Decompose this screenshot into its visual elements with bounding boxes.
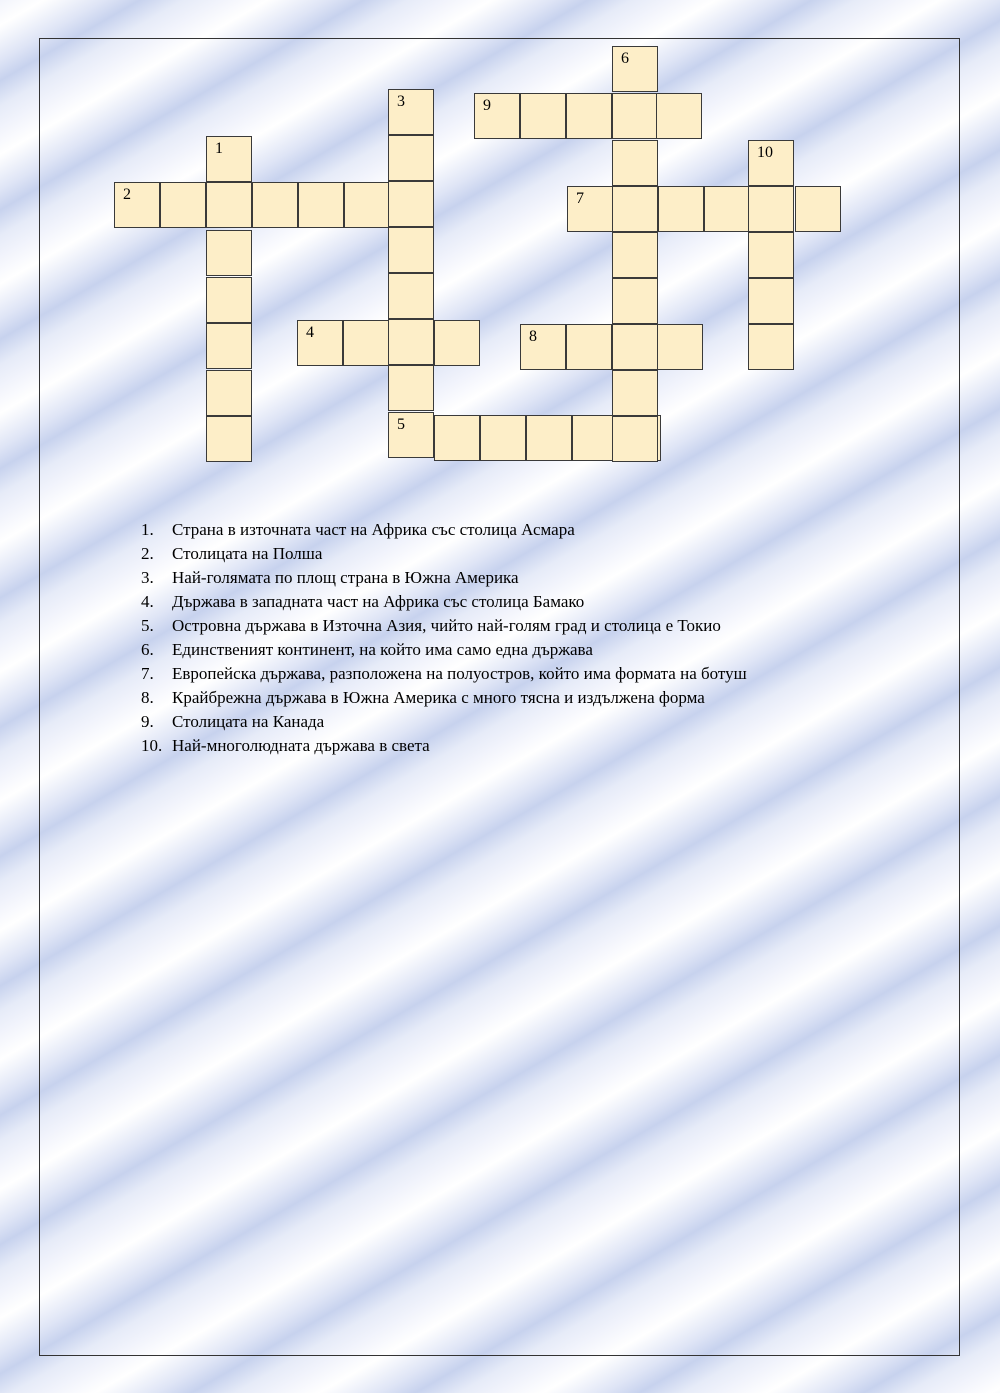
clue-item-number: 4. [141,592,154,611]
clue-item-text: Столицата на Полша [172,544,323,563]
clue-item-number: 8. [141,688,154,707]
clue-item [141,734,747,758]
crossword-cell[interactable] [388,365,434,411]
crossword-cell[interactable] [612,370,658,416]
clue-item-text: Столицата на Канада [172,712,325,731]
crossword-cell[interactable] [657,324,703,370]
crossword-cell[interactable] [206,323,252,369]
crossword-cell[interactable] [612,278,658,324]
crossword-cell[interactable] [656,93,702,139]
clue-number: 10 [757,144,773,161]
crossword-cell[interactable] [612,140,658,186]
crossword-cell[interactable] [388,135,434,181]
clue-number: 2 [123,186,131,203]
clue-item-number: 5. [141,616,154,635]
crossword-cell[interactable] [748,232,794,278]
crossword-cell[interactable] [612,232,658,278]
crossword-cell[interactable] [114,182,160,228]
crossword-cell[interactable] [520,324,566,370]
clue-item [141,566,747,590]
crossword-cell[interactable] [748,278,794,324]
clue-number: 9 [483,97,491,114]
crossword-cell[interactable] [206,277,252,323]
crossword-cell[interactable] [434,320,480,366]
crossword-cell[interactable] [388,89,434,135]
crossword-cell[interactable] [658,186,704,232]
crossword-cell[interactable] [343,320,389,366]
clue-number: 5 [397,416,405,433]
clue-item-text: Държава в западната част на Африка със столица Бамако [172,592,585,611]
crossword-cell[interactable] [298,182,344,228]
clue-item-text: Островна държава в Източна Азия, чийто най-голям град и столица е Токио [172,616,721,635]
clue-number: 7 [576,190,584,207]
crossword-cell[interactable] [388,181,434,227]
clue-item-number: 2. [141,544,154,563]
crossword-cell[interactable] [206,136,252,182]
crossword-cell[interactable] [206,182,252,228]
crossword-cell[interactable] [480,415,526,461]
clue-item [141,638,747,662]
clue-item [141,662,747,686]
clue-item-number: 6. [141,640,154,659]
crossword-cell[interactable] [252,182,298,228]
crossword-cell[interactable] [704,186,750,232]
crossword-cell[interactable] [388,227,434,273]
crossword-cell[interactable] [388,273,434,319]
clue-number: 4 [306,324,314,341]
clue-item-number: 3. [141,568,154,587]
clue-item [141,542,747,566]
crossword-cell[interactable] [748,140,794,186]
clue-item-text: Страна в източната част на Африка със столица Асмара [172,520,575,539]
crossword-cell[interactable] [206,370,252,416]
clue-item [141,710,747,734]
crossword-cell[interactable] [566,324,612,370]
crossword-cell[interactable] [612,416,658,462]
clue-number: 6 [621,50,629,67]
crossword-cell[interactable] [206,230,252,276]
crossword-cell[interactable] [566,93,612,139]
crossword-cell[interactable] [748,186,794,232]
clue-number: 1 [215,140,223,157]
clue-item [141,614,747,638]
crossword-cell[interactable] [612,324,658,370]
clue-item-text: Европейска държава, разположена на полуостров, който има формата на ботуш [172,664,747,683]
crossword-cell[interactable] [297,320,343,366]
clue-item-number: 10. [141,736,163,755]
clue-item-number: 7. [141,664,154,683]
crossword-cell[interactable] [474,93,520,139]
crossword-cell[interactable] [520,93,566,139]
crossword-cell[interactable] [612,93,658,139]
crossword-cell[interactable] [567,186,613,232]
clue-item-text: Най-голямата по площ страна в Южна Америка [172,568,519,587]
clue-number: 8 [529,328,537,345]
crossword-cell[interactable] [526,415,572,461]
clue-item-text: Единственият континент, на който има само една държава [172,640,593,659]
clue-item [141,686,747,710]
crossword-cell[interactable] [612,186,658,232]
crossword-cell[interactable] [160,182,206,228]
crossword-cell[interactable] [344,182,390,228]
clue-item-text: Най-многолюдната държава в света [172,736,430,755]
crossword-cell[interactable] [434,415,480,461]
crossword-grid [0,0,1000,470]
crossword-cell[interactable] [206,416,252,462]
clue-item-text: Крайбрежна държава в Южна Америка с много тясна и издължена форма [172,688,705,707]
crossword-cell[interactable] [795,186,841,232]
crossword-cell[interactable] [612,46,658,92]
clue-item [141,590,747,614]
clue-item-number: 1. [141,520,154,539]
clue-item [141,518,747,542]
clue-number: 3 [397,93,405,110]
crossword-cell[interactable] [388,319,434,365]
crossword-cell[interactable] [748,324,794,370]
clue-item-number: 9. [141,712,154,731]
clue-list [141,518,747,758]
crossword-cell[interactable] [388,412,434,458]
